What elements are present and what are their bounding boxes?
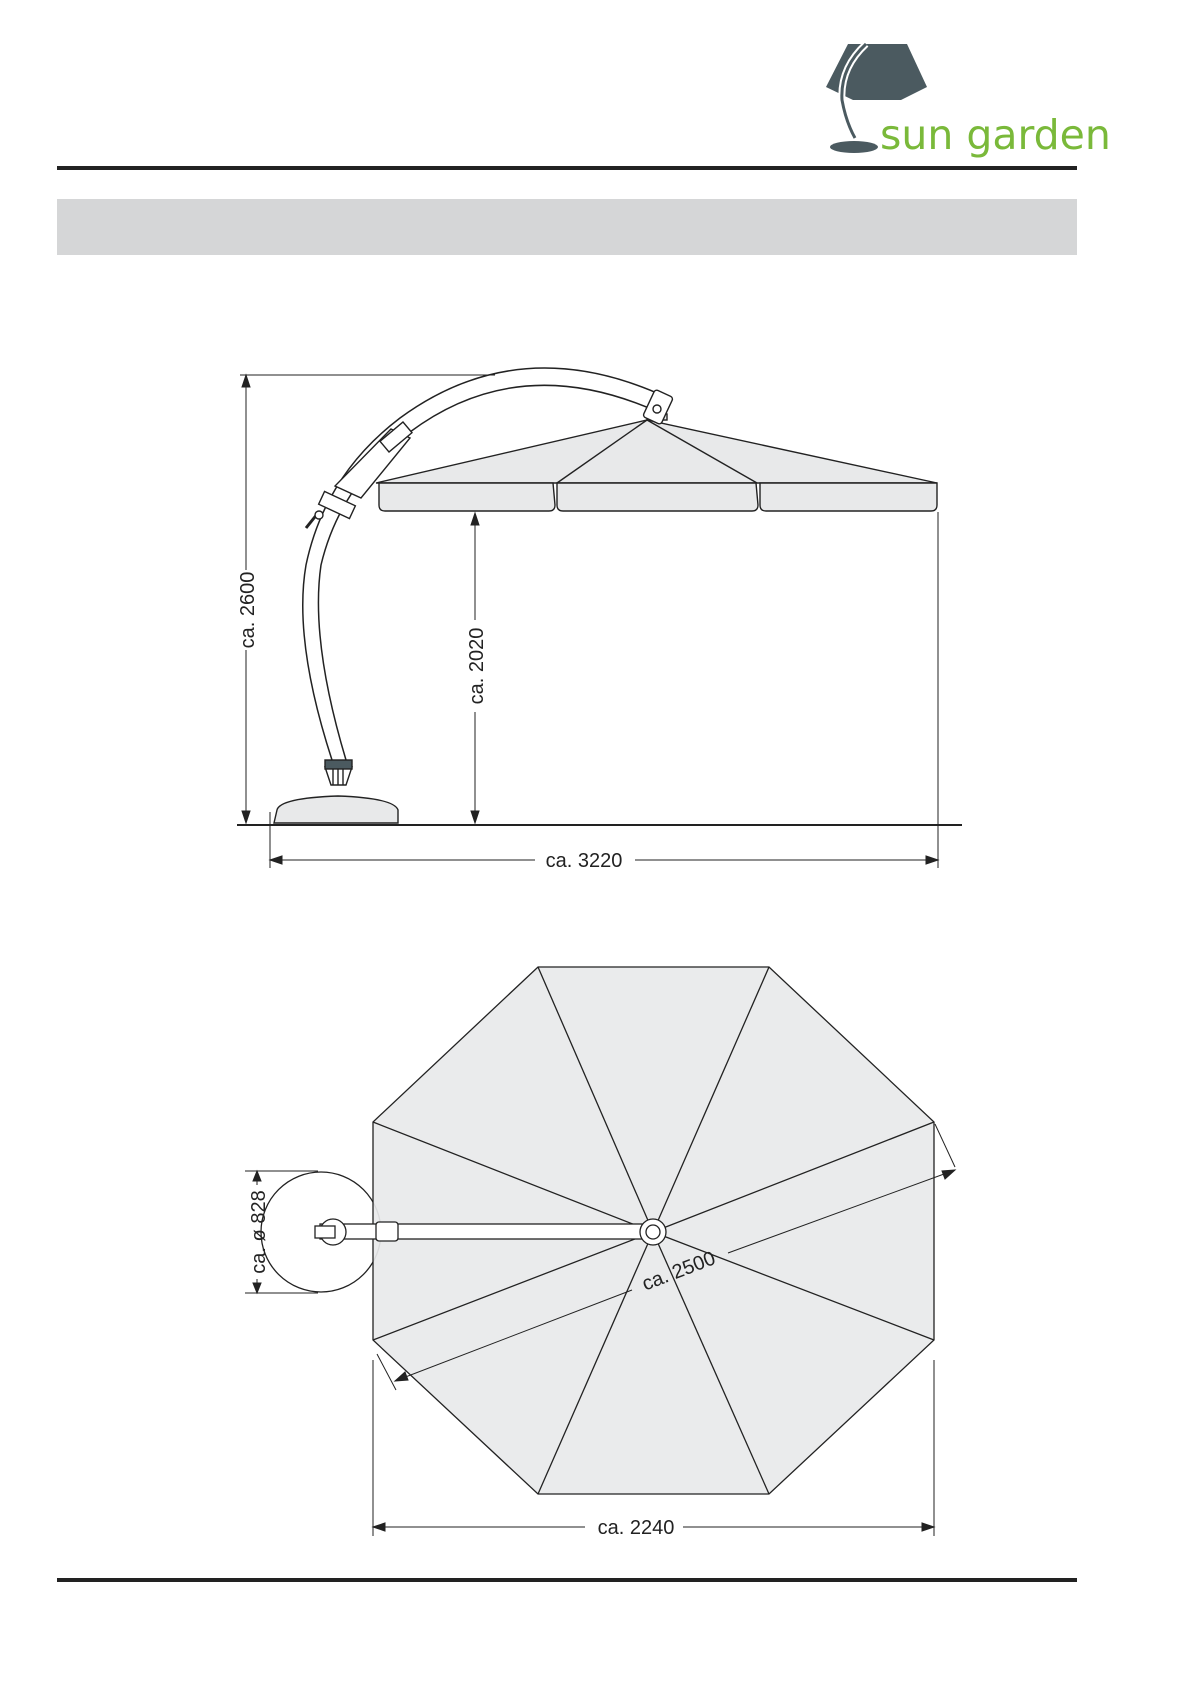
side-base bbox=[274, 760, 398, 823]
side-view-drawing bbox=[237, 368, 962, 825]
top-view-drawing bbox=[261, 967, 934, 1494]
dim-reach: ca. 3220 bbox=[545, 850, 623, 872]
brand-name: sun garden bbox=[880, 111, 1111, 159]
sun-garden-logo bbox=[826, 44, 1111, 159]
dim-height-total: ca. 2600 bbox=[237, 571, 259, 649]
dim-diagonal: ca. 2500 bbox=[639, 1247, 719, 1296]
dim-clearance: ca. 2020 bbox=[466, 627, 488, 705]
side-canopy bbox=[376, 414, 937, 511]
title-band bbox=[57, 199, 1077, 255]
dim-base-diameter: ca. ø 828 bbox=[248, 1190, 270, 1274]
dim-width: ca. 2240 bbox=[597, 1517, 675, 1539]
